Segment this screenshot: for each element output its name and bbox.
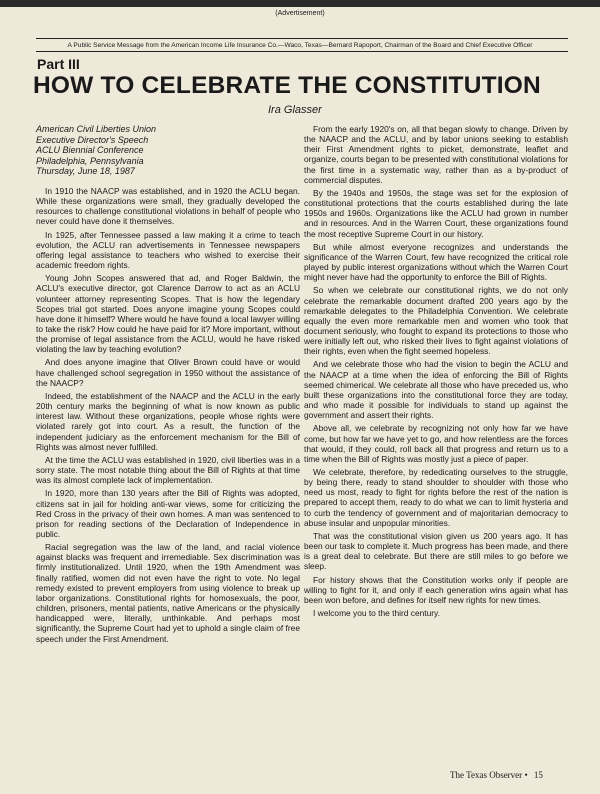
paragraph: From the early 1920's on, all that began slowly to change. Driven by the NAACP and the ACLU, and by labor unions seeking to establish their First Amendment rights to picket, demonstrate, leaflet and organize, courts began to be presented with constitutional violations for the first time in a systematic way, rather than as a by-product of commercial disputes. <box>304 124 568 185</box>
paragraph: And does anyone imagine that Oliver Brown could have or would have challenged school segregation in 1950 without the assistance of the NAACP? <box>36 357 300 388</box>
paragraph: I welcome you to the third century. <box>313 608 440 619</box>
paragraph: By the 1940s and 1950s, the stage was set for the explosion of constitutional protections that the courts established during the late 1950s and 1960s. Organizations like the ACLU had grown in number and in resources. And in the Warren Court, these organizations found the most receptive Supreme Court in our history. <box>304 187 568 239</box>
intro-line: Thursday, June 18, 1987 <box>36 166 135 177</box>
page-footer <box>450 770 543 780</box>
left-column <box>36 124 300 647</box>
page-title: HOW TO CELEBRATE THE CONSTITUTION <box>33 72 541 99</box>
paragraph: At the time the ACLU was established in 1920, civil liberties was in a sorry state. The most notable thing about the Bill of Rights at that time was its almost complete lack of implementation. <box>36 454 300 486</box>
public-service-line: A Public Service Message from the American Income Life Insurance Co.—Waco, Texas—Bernard Rapoport, Chairman of the Board and Chief Executive Officer <box>67 42 533 49</box>
paragraph: For history shows that the Constitution works only if people are willing to fight for it, and only if each generation wins again what has been won before, and defines for itself new rights for new times. <box>304 574 568 605</box>
paragraph: So when we celebrate our constitutional rights, we do not only celebrate the remarkable document drafted 200 years ago by the remarkable delegates to the Philadelphia Convention. We celebrate equally the even more remarkable men and women who took that document seriously, who fought to expand its protections to those who were initially left out, who risked their lives to fight against violations of their rights, even when the fight seemed hopeless. <box>304 285 568 357</box>
top-border <box>0 0 600 7</box>
intro-line: ACLU Biennial Conference <box>36 145 144 156</box>
header-rule-bottom <box>36 51 568 52</box>
publication-name: The Texas Observer <box>450 770 523 780</box>
paragraph: In 1910 the NAACP was established, and in 1920 the ACLU began. While these organizations were small, they gradually developed the resources to challenge constitutional violations in behalf of people who never could have done it themselves. <box>36 185 300 227</box>
paragraph: But while almost everyone recognizes and understands the significance of the Warren Court, few have recognized the critical role played by public interest organizations without which the Warren Court might never have had the opportunity to enforce the Bill of Rights. <box>304 241 568 283</box>
paragraph: That was the constitutional vision given us 200 years ago. It has been our task to complete it. Much progress has been made, and there is a great deal to celebrate. But there are still miles to go before we sleep. <box>304 530 568 572</box>
paragraph: Above all, we celebrate by recognizing not only how far we have come, but how far we have yet to go, and how relentless are the forces that would, if they could, roll back all that progress and return us to a time when the Bill of Rights was mostly just a piece of paper. <box>304 423 568 464</box>
right-column <box>304 124 568 621</box>
footer-separator: • <box>524 770 528 780</box>
author-byline: Ira Glasser <box>268 104 322 116</box>
paragraph: Young John Scopes answered that ad, and Roger Baldwin, the ACLU's executive director, got Clarence Darrow to act as an ACLU volunteer attorney representing Scopes. That is how the legendary Scopes trial got started. Does anyone imagine young Scopes could have done it himself? Where would he have found a local lawyer willing to take the risk? How could he have paid for it? More important, without the promise of legal assistance from the ACLU, would he have risked violating the law by teaching evolution? <box>36 273 300 355</box>
paragraph: We celebrate, therefore, by rededicating ourselves to the struggle, by being there, ready to stand shoulder to shoulder with those who need us most, ready to fight for rights before the rest of the nation is prepared to accept them, ready to do what we can to limit hysteria and to curb the tendency of government and of majoritarian democracy to abuse insular and unpopular minorities. <box>304 467 568 528</box>
page-number: 15 <box>533 770 543 780</box>
intro-line: Philadelphia, Pennsylvania <box>36 155 144 166</box>
part-label: Part III <box>37 56 80 72</box>
speech-intro <box>36 124 300 177</box>
paragraph: Indeed, the establishment of the NAACP and the ACLU in the early 20th century marks the beginning of what is now known as public interest law. Without these organizations, people whose rights were violated rarely got into court. As a result, the function of the independent judiciary as the enforcement mechanism for the Bill of Rights was almost never fulfilled. <box>36 390 300 452</box>
paragraph: And we celebrate those who had the vision to begin the ACLU and the NAACP at a time when the idea of enforcing the Bill of Rights seemed chimerical. We celebrate all those who have preceded us, who built these organizations into the constitutional force they are today, and who made it possible for individuals to stand up against the government and assert their rights. <box>304 359 568 421</box>
intro-line: American Civil Liberties Union <box>36 124 157 134</box>
paragraph: In 1920, more than 130 years after the Bill of Rights was adopted, citizens sat in jail for holding anti-war views, some for criticizing the Red Cross in the privacy of their own homes. A man was sentenced to prison for reading sections of the Declaration of Independence in public. <box>36 488 300 539</box>
intro-line: Executive Director's Speech <box>36 134 149 145</box>
paragraph: Racial segregation was the law of the land, and racial violence against blacks was frequent and irremediable. Sex discrimination was firmly institutionalized. Until 1920, when the 19th Amendment was finally ratified, women did not even have the right to vote. No legal remedy existed to prevent employers from using violence to break up labor organizations. Constitutional rights for homosexuals, the poor, children, prisoners, mental patients, native Americans or the physically handicapped were, literally, unthinkable. And perhaps most significantly, the Supreme Court had yet to uphold a single claim of free speech under the First Amendment. <box>36 542 300 644</box>
header-rule-top <box>36 38 568 39</box>
paragraph: In 1925, after Tennessee passed a law making it a crime to teach evolution, the ACLU ran advertisements in Tennessee newspapers offering legal assistance to teachers who wished to exercise their academic freedom rights. <box>36 229 300 271</box>
advertisement-label: (Advertisement) <box>275 10 325 17</box>
